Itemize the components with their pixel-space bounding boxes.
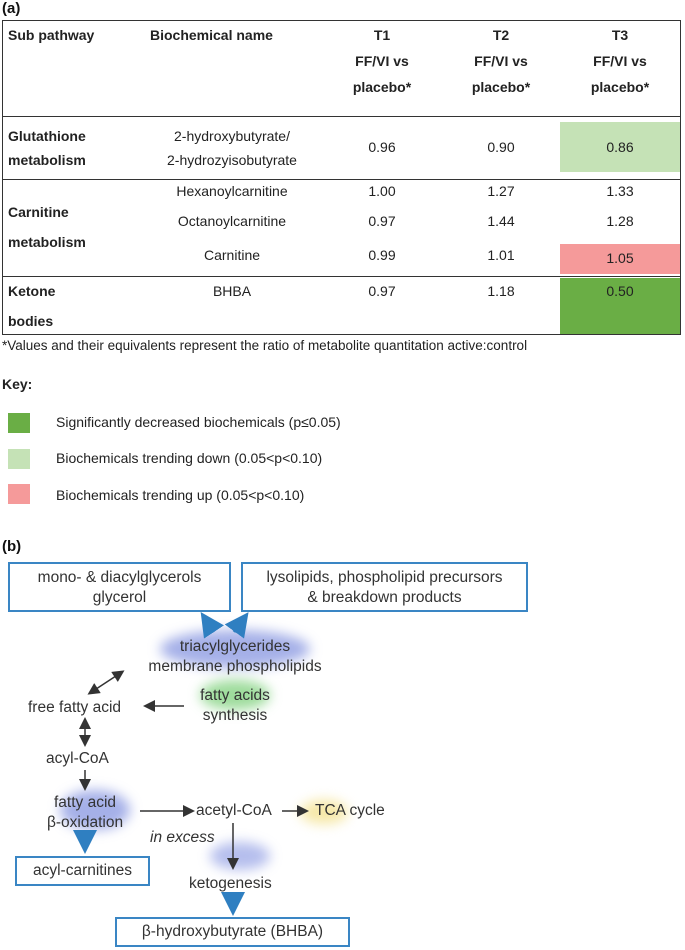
cell-t3-significant: 0.50 <box>560 278 680 334</box>
header-t1-line: T1 <box>373 27 391 43</box>
header-t2-line: FF/VI vs <box>474 53 528 69</box>
cell-t3-trending-up: 1.05 <box>560 244 680 274</box>
group-label-line: metabolism <box>8 234 86 250</box>
header-biochemical-name: Biochemical name <box>150 27 273 43</box>
node-line: fatty acids <box>200 687 270 704</box>
header-sub-pathway: Sub pathway <box>8 27 95 43</box>
cell-t2: 1.01 <box>487 247 515 263</box>
box-line: lysolipids, phospholipid precursors <box>266 569 503 586</box>
key-label-significant: Significantly decreased biochemicals (p≤0.05) <box>56 414 341 430</box>
box-bhba: β-hydroxybutyrate (BHBA) <box>115 917 350 947</box>
box-mono-diacylglycerols <box>8 562 231 612</box>
arrow-to-mono <box>204 617 214 632</box>
cell-t2: 1.44 <box>487 213 515 229</box>
header-t3-line: FF/VI vs <box>593 53 647 69</box>
panel-a-label: (a) <box>2 0 21 17</box>
node-triacylglycerides <box>135 637 335 677</box>
row-name: BHBA <box>212 283 252 299</box>
cell-t3: 1.28 <box>606 213 634 229</box>
node-ketogenesis: ketogenesis <box>189 875 272 892</box>
box-line: & breakdown products <box>307 589 462 606</box>
node-acetyl-coa: acetyl-CoA <box>196 802 272 819</box>
arrow-to-lyso <box>234 617 245 632</box>
cell-t3: 1.33 <box>606 183 634 199</box>
node-line: β-oxidation <box>46 814 124 831</box>
key-label-trending-down: Biochemicals trending down (0.05<p<0.10) <box>56 450 323 466</box>
row-name: Octanoylcarnitine <box>177 213 287 229</box>
arrow-triacyl-ffa <box>90 672 122 693</box>
cell-t1: 0.97 <box>368 213 396 229</box>
row-name: Hexanoylcarnitine <box>176 183 288 199</box>
label-in-excess: in excess <box>150 829 215 846</box>
node-line: fatty acid <box>53 794 117 811</box>
group-label-line: Glutathione <box>8 128 86 144</box>
header-t1-line: FF/VI vs <box>355 53 409 69</box>
header-t3-line: placebo* <box>590 79 650 95</box>
header-t3-line: T3 <box>611 27 629 43</box>
row-name-line: 2-hydroxybutyrate/ <box>174 128 290 144</box>
node-acyl-coa: acyl-CoA <box>46 750 109 767</box>
cell-t1: 0.96 <box>368 139 396 155</box>
cell-t1: 0.99 <box>368 247 396 263</box>
cell-t2: 0.90 <box>487 139 515 155</box>
box-line: mono- & diacylglycerols <box>37 569 202 586</box>
header-t2-line: T2 <box>492 27 510 43</box>
cell-t3-trending-down: 0.86 <box>560 122 680 172</box>
node-line: triacylglycerides <box>179 638 291 655</box>
box-lysolipids <box>241 562 528 612</box>
box-acyl-carnitines: acyl-carnitines <box>15 856 150 886</box>
cell-t1: 0.97 <box>368 283 396 299</box>
key-label-trending-up: Biochemicals trending up (0.05<p<0.10) <box>56 487 305 503</box>
row-name-line: 2-hydrozyisobutyrate <box>167 152 297 168</box>
node-fatty-acids-synthesis <box>180 686 290 726</box>
node-tca-cycle: TCA cycle <box>315 802 385 819</box>
cell-t1: 1.00 <box>368 183 396 199</box>
node-beta-oxidation <box>30 793 140 833</box>
node-line: membrane phospholipids <box>148 658 322 675</box>
group-label-line: Ketone <box>8 283 56 299</box>
key-title: Key: <box>2 376 33 392</box>
node-free-fatty-acid: free fatty acid <box>28 699 122 716</box>
group-label-line: metabolism <box>8 152 86 168</box>
group-label-line: bodies <box>8 313 54 329</box>
node-line: synthesis <box>202 707 268 724</box>
header-t1-line: placebo* <box>352 79 412 95</box>
box-line: glycerol <box>92 589 147 606</box>
table-footnote: *Values and their equivalents represent the ratio of metabolite quantitation active:control <box>2 338 528 353</box>
cell-t2: 1.18 <box>487 283 515 299</box>
cell-t2: 1.27 <box>487 183 515 199</box>
row-name: Carnitine <box>203 247 261 263</box>
group-label-line: Carnitine <box>8 204 69 220</box>
header-t2-line: placebo* <box>471 79 531 95</box>
panel-b-label: (b) <box>2 538 22 555</box>
